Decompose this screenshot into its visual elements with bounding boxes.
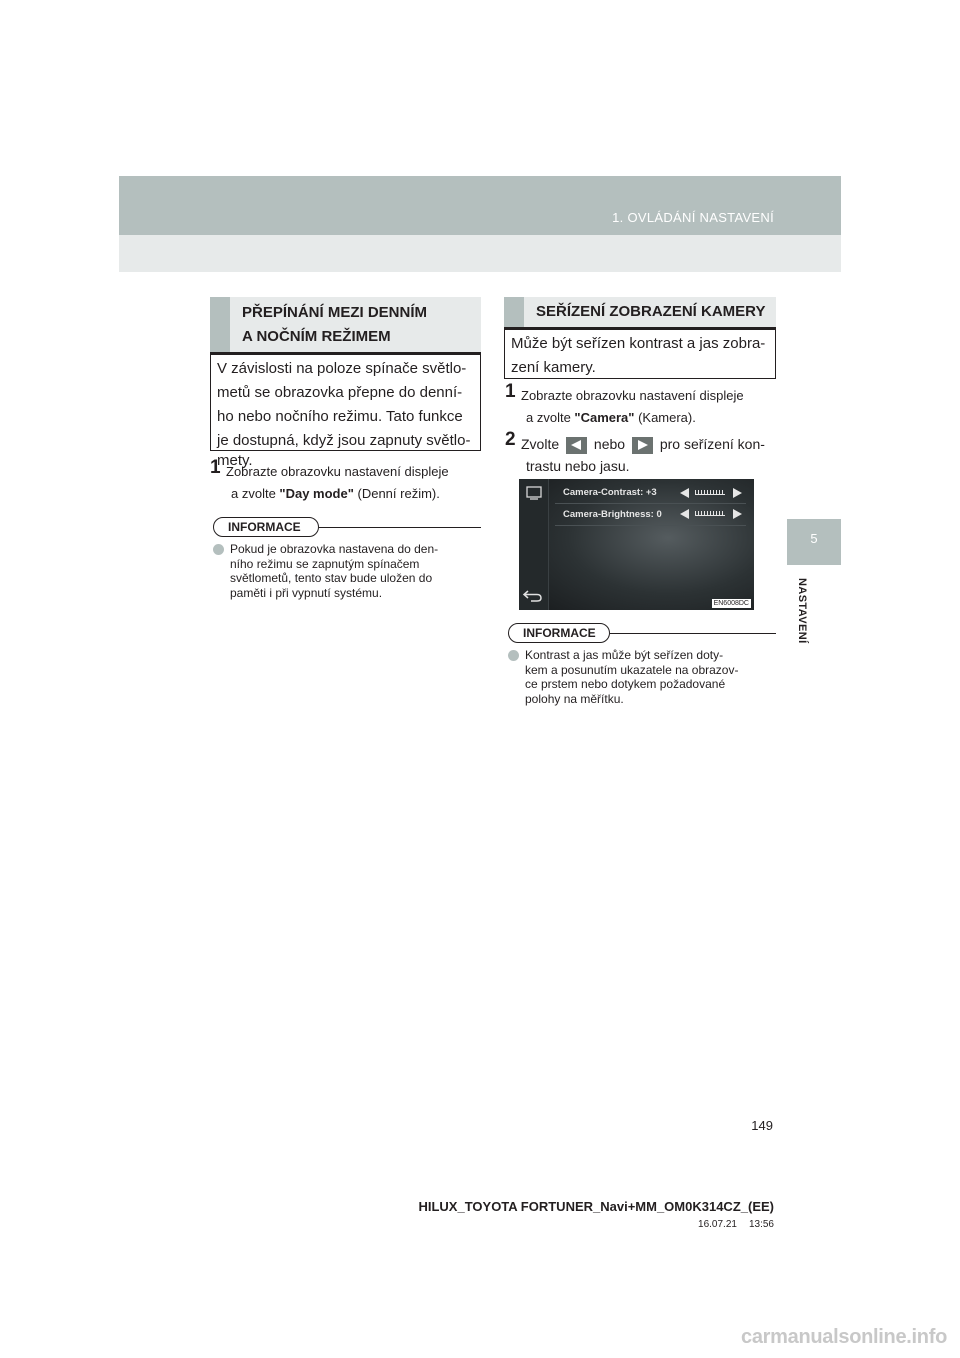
step-text-2: a zvolte "Day mode" (Denní režim). [231,486,440,501]
contrast-label: Camera-Contrast: +3 [563,487,657,498]
step-text: Zobrazte obrazovku nastavení displeje [226,464,449,479]
step-number: 2 [505,429,516,450]
header-strip [119,176,841,235]
left-intro-box [210,352,481,469]
page-number: 149 [751,1118,773,1133]
contrast-increase-icon [733,488,742,498]
heading-marker [210,297,230,352]
intro-line: mety. [217,452,253,469]
print-timestamp: 16.07.21 13:56 [698,1219,774,1230]
left-section-heading [210,297,481,352]
bullet-dot [213,544,224,555]
step-number: 1 [210,457,221,478]
chapter-number: 5 [810,531,818,546]
right-info-rule [610,633,776,634]
intro-line: zení kamery. [511,359,596,376]
bullet-text: Pokud je obrazovka nastavena do den- ního režimu se zapnutým spínačem světlometů, tento stav bude uložen do paměti i při vypnutí systému. [230,542,439,600]
right-section-heading [504,297,776,327]
left-heading-line1: PŘEPÍNÁNÍ MEZI DENNÍM [242,304,428,321]
right-step-2 [505,429,777,478]
brightness-label: Camera-Brightness: 0 [563,509,662,520]
document-id: HILUX_TOYOTA FORTUNER_Navi+MM_OM0K314CZ_(EE) [418,1199,774,1214]
brightness-increase-icon [733,509,742,519]
brightness-scale [695,511,725,516]
right-heading: SEŘÍZENÍ ZOBRAZENÍ KAMERY [536,303,766,320]
bullet-dot [508,650,519,661]
intro-line: je dostupná, když jsou zapnuty světlo- [217,432,471,449]
intro-line: Může být seřízen kontrast a jas zobra- [511,335,766,352]
option-camera: "Camera" [574,410,635,425]
intro-line: ho nebo nočního režimu. Tato funkce [217,408,463,425]
contrast-decrease-icon [680,488,689,498]
camera-settings-screenshot [519,479,754,610]
brightness-decrease-icon [680,509,689,519]
step-text-2: a zvolte "Camera" (Kamera). [526,410,696,425]
watermark: carmanualsonline.info [741,1326,947,1348]
right-step-1 [505,381,777,430]
left-info-rule [319,527,481,528]
back-icon [522,586,544,604]
step-text: Zobrazte obrazovku nastavení displeje [521,388,744,403]
display-settings-icon [526,486,542,500]
section-title: 1. OVLÁDÁNÍ NASTAVENÍ [612,210,774,225]
step-text: Zvolte nebo pro seřízení kon- [521,436,765,452]
step-text-2: trastu nebo jasu. [526,458,630,474]
chapter-label: NASTAVENÍ [796,578,808,644]
right-arrow-icon [632,437,653,454]
heading-marker [504,297,524,327]
intro-line: V závislosti na poloze spínače světlo- [217,360,467,377]
option-day-mode: "Day mode" [279,486,354,501]
chapter-label-wrap [790,578,808,658]
left-arrow-icon [566,437,587,454]
bullet-text: Kontrast a jas může být seřízen doty- kem a posunutím ukazatele na obrazov- ce prstem nebo dotykem požadované polohy na měřítku. [525,648,739,706]
left-heading-line2: A NOČNÍM REŽIMEM [242,328,391,345]
right-intro-box [504,327,776,379]
contrast-scale [695,490,725,495]
image-code: EN6008DC [713,600,749,607]
step-number: 1 [505,381,516,402]
left-info-label: INFORMACE [213,517,319,537]
right-info-label: INFORMACE [508,623,610,643]
intro-line: metů se obrazovka přepne do denní- [217,384,463,401]
